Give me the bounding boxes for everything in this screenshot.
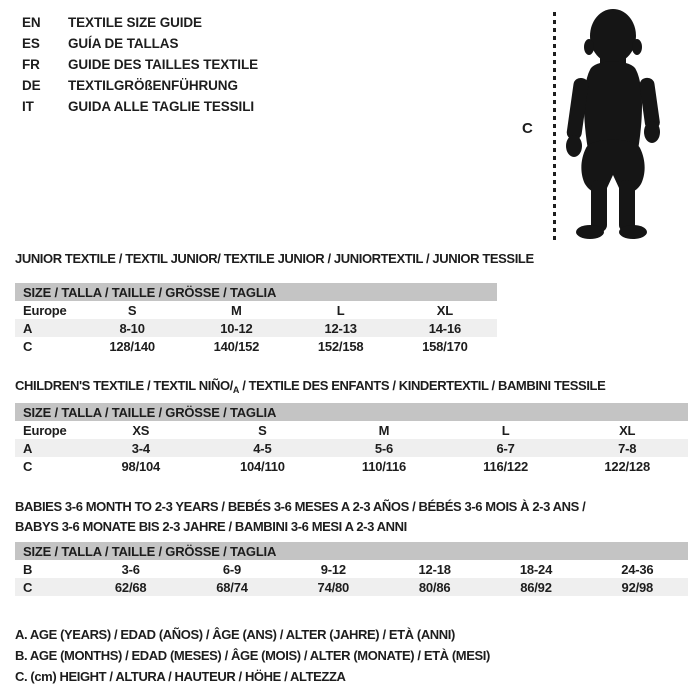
row-label: C — [23, 338, 33, 354]
cell: 12-13 — [289, 319, 393, 337]
row-label: A — [15, 319, 80, 337]
row-label: Europe — [23, 422, 67, 438]
cell: 116/122 — [483, 458, 529, 474]
cell: XL — [619, 422, 636, 438]
cell: 140/152 — [213, 338, 260, 354]
cell: 18-24 — [519, 561, 553, 577]
size-header-bar: SIZE / TALLA / TAILLE / GRÖSSE / TAGLIA — [15, 542, 688, 560]
row-label: C — [23, 458, 33, 474]
language-code: FR — [22, 57, 40, 72]
language-code: IT — [22, 99, 34, 114]
cell: XS — [132, 422, 150, 438]
size-header-bar: SIZE / TALLA / TAILLE / GRÖSSE / TAGLIA — [15, 403, 688, 421]
table-row — [15, 301, 497, 319]
measure-legend — [15, 624, 490, 687]
babies-title-line2: BABYS 3-6 MONATE BIS 2-3 JAHRE / BAMBINI 3-6 MESI A 2-3 ANNI — [15, 519, 407, 534]
list-item — [22, 54, 258, 75]
row-label: B — [23, 561, 33, 577]
table-row — [15, 560, 688, 578]
cell: M — [231, 302, 242, 318]
cell: 7-8 — [566, 439, 688, 457]
cell: 104/110 — [239, 458, 285, 474]
cell: S — [127, 302, 137, 318]
cell: 158/170 — [422, 338, 468, 354]
children-title-pre: CHILDREN'S TEXTILE / TEXTIL NIÑO/ — [15, 378, 233, 393]
junior-size-table — [15, 283, 497, 355]
babies-section-title — [15, 497, 585, 537]
table-header-row — [15, 403, 688, 421]
table-row — [15, 439, 688, 457]
row-label: Europe — [23, 302, 67, 318]
cell: 80/86 — [384, 578, 485, 596]
table-header-row — [15, 283, 497, 301]
cell: L — [336, 302, 345, 318]
legend-line-a: A. AGE (YEARS) / EDAD (AÑOS) / ÂGE (ANS) / ALTER (JAHRE) / ETÀ (ANNI) — [15, 627, 455, 642]
table-row — [15, 457, 688, 475]
height-measure-label: C — [522, 120, 533, 137]
cell: M — [378, 422, 390, 438]
list-item — [22, 75, 258, 96]
language-title: TEXTILGRÖßENFÜHRUNG — [68, 78, 238, 93]
cell: 8-10 — [80, 319, 184, 337]
cell: 3-4 — [80, 439, 202, 457]
row-label: C — [15, 578, 80, 596]
cell: 4-5 — [202, 439, 324, 457]
cell: L — [501, 422, 510, 438]
cell: 62/68 — [80, 578, 181, 596]
height-figure — [510, 0, 690, 250]
cell: S — [258, 422, 267, 438]
cell: 6-7 — [445, 439, 567, 457]
cell: 5-6 — [323, 439, 445, 457]
cell: 6-9 — [222, 561, 242, 577]
language-title: GUÍA DE TALLAS — [68, 36, 179, 51]
cell: 92/98 — [587, 578, 688, 596]
cell: 14-16 — [393, 319, 497, 337]
size-header-bar: SIZE / TALLA / TAILLE / GRÖSSE / TAGLIA — [15, 283, 497, 301]
baby-silhouette-icon — [560, 6, 668, 244]
cell: 128/140 — [109, 338, 155, 354]
cell: 122/128 — [604, 458, 650, 474]
children-title-subscript: A — [232, 385, 239, 395]
cell: 74/80 — [283, 578, 384, 596]
cell: 98/104 — [121, 458, 161, 474]
cell: 10-12 — [184, 319, 288, 337]
children-title-post: / TEXTILE DES ENFANTS / KINDERTEXTIL / BAMBINI TESSILE — [239, 378, 606, 393]
table-row — [15, 421, 688, 439]
row-label: A — [15, 439, 80, 457]
junior-section-title: JUNIOR TEXTILE / TEXTIL JUNIOR/ TEXTILE JUNIOR / JUNIORTEXTIL / JUNIOR TESSILE — [15, 251, 534, 266]
cell: 24-36 — [621, 561, 654, 577]
babies-size-table — [15, 542, 688, 596]
cell: 9-12 — [320, 561, 346, 577]
babies-title-line1: BABIES 3-6 MONTH TO 2-3 YEARS / BEBÉS 3-6 MESES A 2-3 AÑOS / BÉBÉS 3-6 MOIS À 2-3 ANS / — [15, 499, 586, 514]
language-code: EN — [22, 15, 41, 30]
cell: XL — [436, 302, 453, 318]
language-title: TEXTILE SIZE GUIDE — [68, 15, 202, 30]
table-row — [15, 319, 497, 337]
cell: 110/116 — [361, 458, 407, 474]
children-size-table — [15, 403, 688, 475]
list-item — [22, 33, 258, 54]
children-section-title — [15, 378, 605, 395]
legend-line-b: B. AGE (MONTHS) / EDAD (MESES) / ÂGE (MOIS) / ALTER (MONATE) / ETÀ (MESI) — [15, 648, 490, 663]
list-item — [22, 96, 258, 117]
table-row — [15, 578, 688, 596]
language-title: GUIDA ALLE TAGLIE TESSILI — [68, 99, 254, 114]
language-title-list — [22, 12, 258, 117]
cell: 68/74 — [181, 578, 282, 596]
table-row — [15, 337, 497, 355]
cell: 86/92 — [485, 578, 586, 596]
language-code: DE — [22, 78, 41, 93]
cell: 152/158 — [317, 338, 364, 354]
height-measure-line — [553, 12, 556, 242]
language-title: GUIDE DES TAILLES TEXTILE — [68, 57, 259, 72]
table-header-row — [15, 542, 688, 560]
legend-line-c: C. (cm) HEIGHT / ALTURA / HAUTEUR / HÖHE / ALTEZZA — [15, 669, 346, 684]
language-code: ES — [22, 36, 40, 51]
cell: 3-6 — [121, 561, 140, 577]
list-item — [22, 12, 258, 33]
cell: 12-18 — [418, 561, 451, 577]
